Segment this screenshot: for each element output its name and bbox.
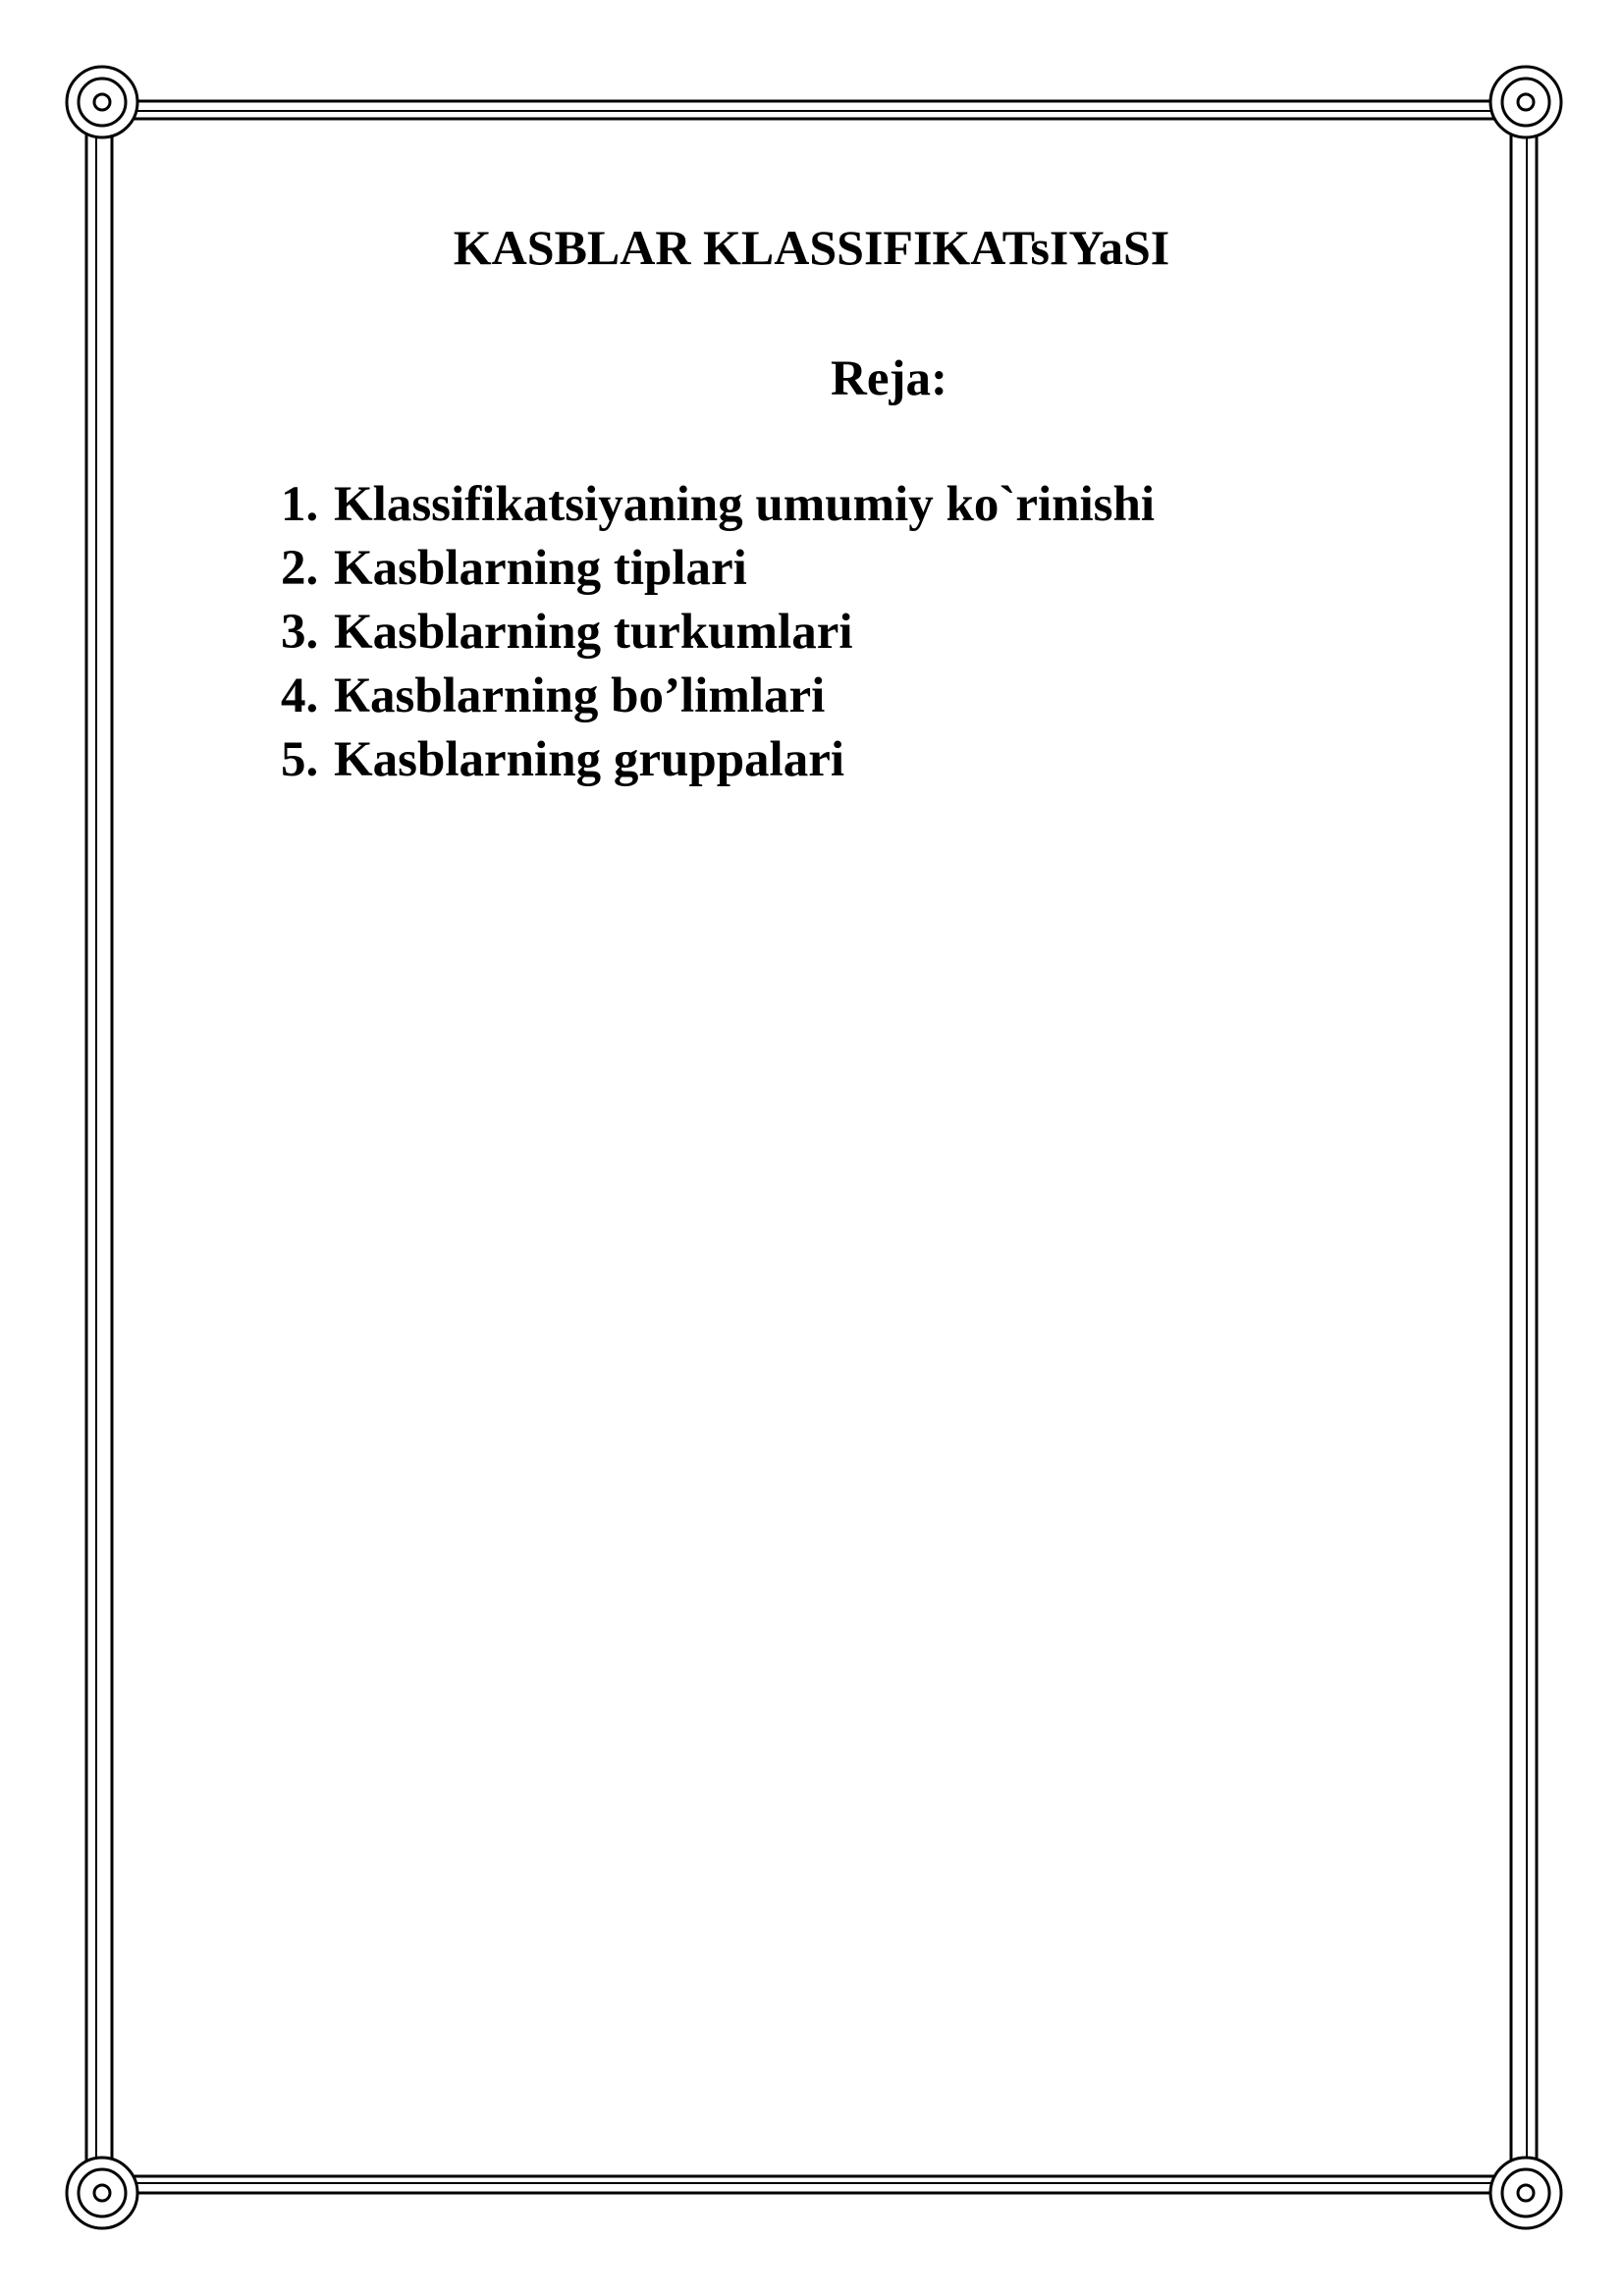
plan-item-number: 4.	[281, 668, 319, 723]
plan-item-5	[281, 728, 1155, 792]
plan-item-3	[281, 601, 1155, 665]
corner-ornament-top-right	[1490, 67, 1561, 137]
plan-item-2	[281, 537, 1155, 601]
plan-item-number: 1.	[281, 477, 319, 532]
plan-item-4	[281, 665, 1155, 728]
plan-item-text: Kasblarning tiplari	[334, 541, 747, 596]
corner-ornament-bottom-left	[67, 2158, 137, 2228]
corner-ornament-bottom-right	[1490, 2158, 1561, 2228]
plan-item-text: Kasblarning turkumlari	[334, 605, 853, 660]
plan-item-number: 5.	[281, 732, 319, 787]
plan-item-number: 3.	[281, 605, 319, 660]
plan-list	[281, 473, 1155, 792]
plan-item-number: 2.	[281, 541, 319, 596]
plan-heading: Reja:	[831, 351, 947, 406]
plan-item-text: Kasblarning gruppalari	[334, 732, 845, 787]
plan-item-text: Klassifikatsiyaning umumiy ko`rinishi	[334, 477, 1156, 532]
plan-item-text: Кasblarning bo’limlari	[334, 668, 826, 723]
document-title: KASBLAR KLASSIFIKATsIYaSI	[453, 220, 1170, 275]
corner-ornament-top-left	[67, 67, 137, 137]
plan-item-1	[281, 473, 1155, 537]
